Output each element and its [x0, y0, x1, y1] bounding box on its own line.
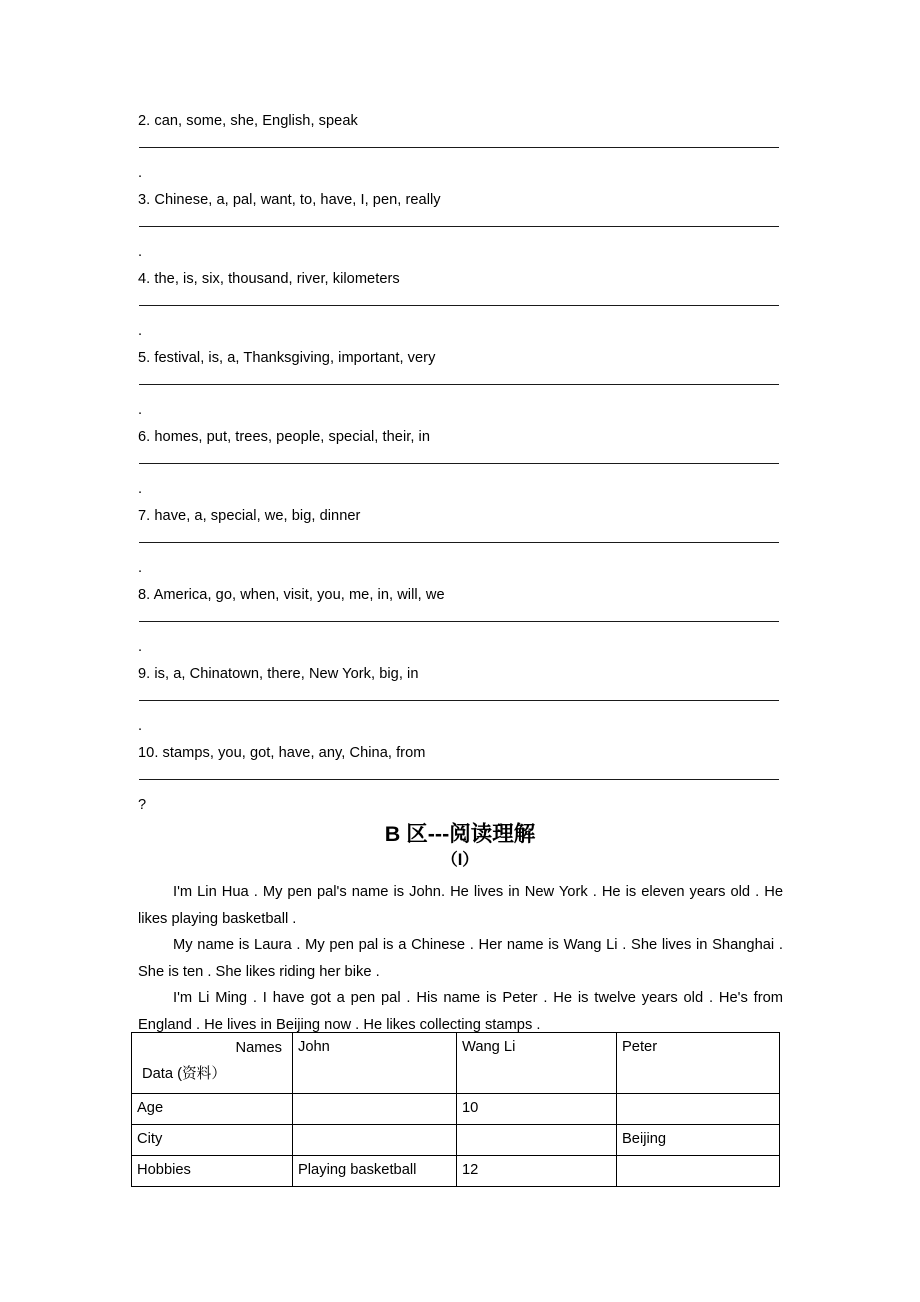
table-cell-hobbies-peter[interactable] — [617, 1156, 780, 1187]
passage-paragraph: I'm Li Ming . I have got a pen pal . His name is Peter . He is twelve years old . He's from England . He lives in Beijing now . He likes collecting stamps . — [138, 990, 783, 1033]
table-row — [132, 1094, 780, 1125]
table-row — [132, 1156, 780, 1187]
section-b-heading: B 区---阅读理解 — [384, 822, 536, 846]
table-header-row — [132, 1033, 780, 1094]
exercise-item-10 — [138, 740, 780, 819]
answer-terminator: . — [138, 323, 143, 339]
exercise-item-8 — [138, 582, 780, 661]
answer-terminator: . — [138, 639, 143, 655]
exercise-prompt: 7. have, a, special, we, big, dinner — [138, 508, 361, 524]
table-cell-age-peter[interactable] — [617, 1094, 780, 1125]
answer-terminator: . — [138, 560, 143, 576]
answer-terminator: . — [138, 718, 143, 734]
table-row-label-hobbies: Hobbies — [132, 1156, 293, 1187]
answer-terminator: . — [138, 165, 143, 181]
table-cell-age-john[interactable] — [293, 1094, 457, 1125]
answer-blank-line[interactable] — [138, 292, 779, 318]
exercise-prompt: 6. homes, put, trees, people, special, their, in — [138, 429, 431, 445]
exercise-prompt: 10. stamps, you, got, have, any, China, from — [138, 745, 426, 761]
table-cell-city-peter[interactable]: Beijing — [617, 1125, 780, 1156]
table-column-header-john: John — [293, 1033, 457, 1094]
table-cell-age-wang-li[interactable]: 10 — [457, 1094, 617, 1125]
table-corner-cell — [132, 1033, 293, 1094]
table-corner-names-label: Names — [235, 1040, 282, 1056]
pen-pal-data-table — [131, 1032, 780, 1187]
exercise-prompt: 8. America, go, when, visit, you, me, in, will, we — [138, 587, 445, 603]
exercise-item-3 — [138, 187, 780, 266]
reading-passage — [138, 879, 783, 1038]
passage-paragraph: My name is Laura . My pen pal is a Chinese . Her name is Wang Li . She lives in Shanghai . She is ten . She likes riding her bike . — [138, 937, 783, 980]
exercise-list — [138, 108, 780, 819]
answer-blank-line[interactable] — [138, 213, 779, 239]
exercise-item-7 — [138, 503, 780, 582]
exercise-item-4 — [138, 266, 780, 345]
answer-terminator: . — [138, 244, 143, 260]
exercise-item-5 — [138, 345, 780, 424]
table-column-header-wang-li: Wang Li — [457, 1033, 617, 1094]
answer-blank-line[interactable] — [138, 529, 779, 555]
table-cell-hobbies-wang-li[interactable]: 12 — [457, 1156, 617, 1187]
answer-terminator: . — [138, 481, 143, 497]
table-cell-city-wang-li[interactable] — [457, 1125, 617, 1156]
answer-blank-line[interactable] — [138, 371, 779, 397]
passage-paragraph: I'm Lin Hua . My pen pal's name is John. He lives in New York . He is eleven years old . He likes playing basketball . — [138, 884, 783, 927]
exercise-item-9 — [138, 661, 780, 740]
answer-blank-line[interactable] — [138, 687, 779, 713]
exercise-prompt: 2. can, some, she, English, speak — [138, 113, 358, 129]
exercise-prompt: 3. Chinese, a, pal, want, to, have, I, pen, really — [138, 192, 441, 208]
section-b-subheading: （I） — [441, 851, 479, 869]
exercise-prompt: 5. festival, is, a, Thanksgiving, important, very — [138, 350, 436, 366]
table-row-label-city: City — [132, 1125, 293, 1156]
exercise-item-6 — [138, 424, 780, 503]
answer-blank-line[interactable] — [138, 608, 779, 634]
answer-blank-line[interactable] — [138, 766, 779, 792]
answer-terminator: . — [138, 402, 143, 418]
answer-blank-line[interactable] — [138, 450, 779, 476]
table-column-header-peter: Peter — [617, 1033, 780, 1094]
table-row-label-age: Age — [132, 1094, 293, 1125]
table-cell-city-john[interactable] — [293, 1125, 457, 1156]
table-row — [132, 1125, 780, 1156]
table-corner-data-label: Data (资料） — [142, 1066, 227, 1082]
answer-blank-line[interactable] — [138, 134, 779, 160]
exercise-prompt: 4. the, is, six, thousand, river, kilometers — [138, 271, 400, 287]
answer-terminator: ? — [138, 797, 147, 813]
exercise-prompt: 9. is, a, Chinatown, there, New York, big, in — [138, 666, 419, 682]
table-cell-hobbies-john[interactable]: Playing basketball — [293, 1156, 457, 1187]
exercise-item-2 — [138, 108, 780, 187]
